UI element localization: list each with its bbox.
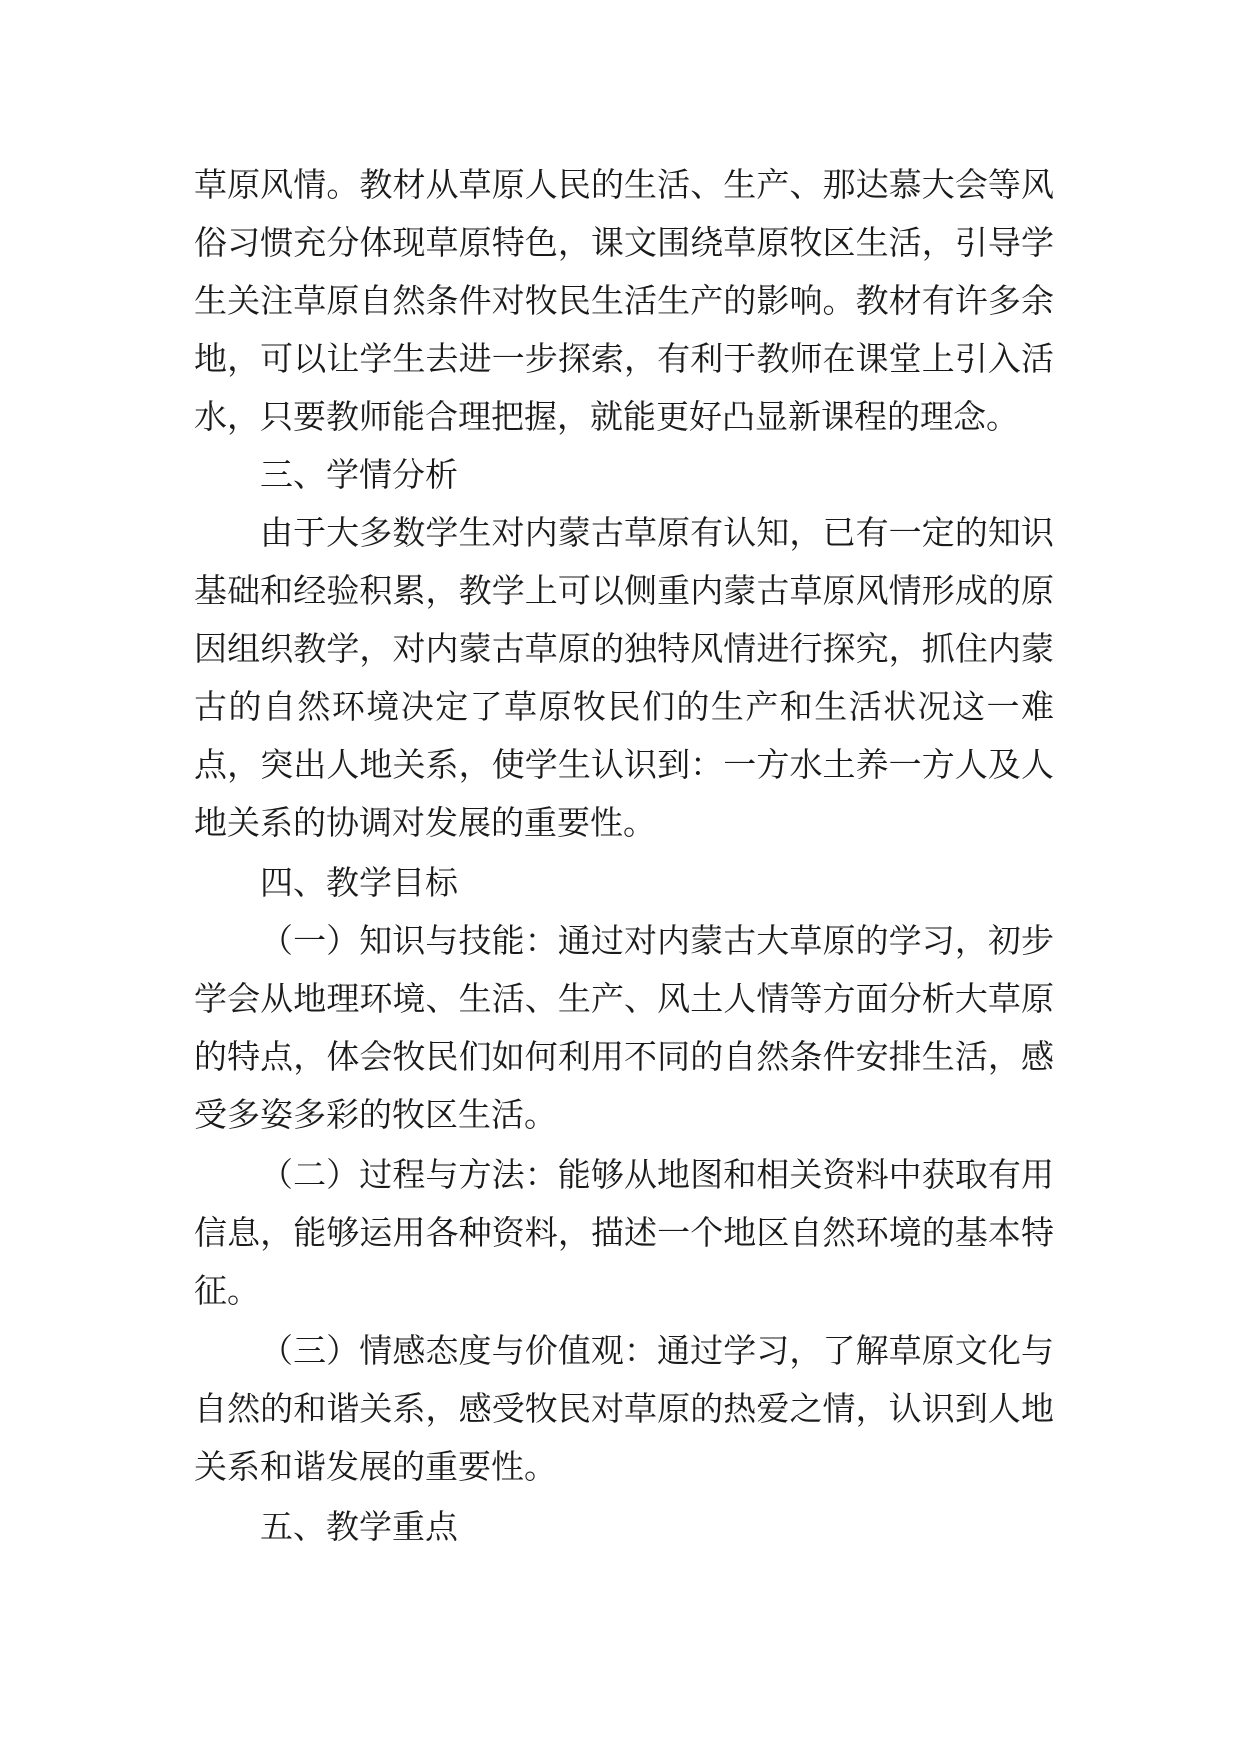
text-line: 地关系的协调对发展的重要性。 (194, 803, 656, 842)
text-line: 俗习惯充分体现草原特色，课文围绕草原牧区生活，引导学 (194, 223, 1054, 262)
paragraph-first-line: （三）情感态度与价值观：通过学习，了解草原文化与 (260, 1331, 1054, 1370)
text-line: 点，突出人地关系，使学生认识到：一方水土养一方人及人 (194, 745, 1054, 784)
text-line: 的特点，体会牧民们如何利用不同的自然条件安排生活，感 (194, 1037, 1054, 1076)
text-line: 因组织教学，对内蒙古草原的独特风情进行探究，抓住内蒙 (194, 629, 1054, 668)
text-line: 关系和谐发展的重要性。 (194, 1447, 557, 1486)
text-line: 水，只要教师能合理把握，就能更好凸显新课程的理念。 (194, 397, 1019, 436)
text-line: 生关注草原自然条件对牧民生活生产的影响。教材有许多余 (194, 281, 1054, 320)
paragraph-first-line: （一）知识与技能：通过对内蒙古大草原的学习，初步 (260, 921, 1054, 960)
paragraph-first-line: 由于大多数学生对内蒙古草原有认知，已有一定的知识 (260, 513, 1054, 552)
text-line: 信息，能够运用各种资料，描述一个地区自然环境的基本特 (194, 1213, 1054, 1252)
section-heading: 四、教学目标 (260, 863, 458, 902)
text-line: 学会从地理环境、生活、生产、风土人情等方面分析大草原 (194, 979, 1054, 1018)
text-line: 草原风情。教材从草原人民的生活、生产、那达慕大会等风 (194, 165, 1054, 204)
text-line: 受多姿多彩的牧区生活。 (194, 1095, 557, 1134)
text-line: 地，可以让学生去进一步探索，有利于教师在课堂上引入活 (194, 339, 1054, 378)
section-heading: 五、教学重点 (260, 1507, 458, 1546)
text-line: 征。 (194, 1271, 260, 1310)
paragraph-first-line: （二）过程与方法：能够从地图和相关资料中获取有用 (260, 1155, 1054, 1194)
text-line: 自然的和谐关系，感受牧民对草原的热爱之情，认识到人地 (194, 1389, 1054, 1428)
section-heading: 三、学情分析 (260, 455, 458, 494)
text-line: 基础和经验积累，教学上可以侧重内蒙古草原风情形成的原 (194, 571, 1054, 610)
text-line: 古的自然环境决定了草原牧民们的生产和生活状况这一难 (194, 687, 1054, 726)
